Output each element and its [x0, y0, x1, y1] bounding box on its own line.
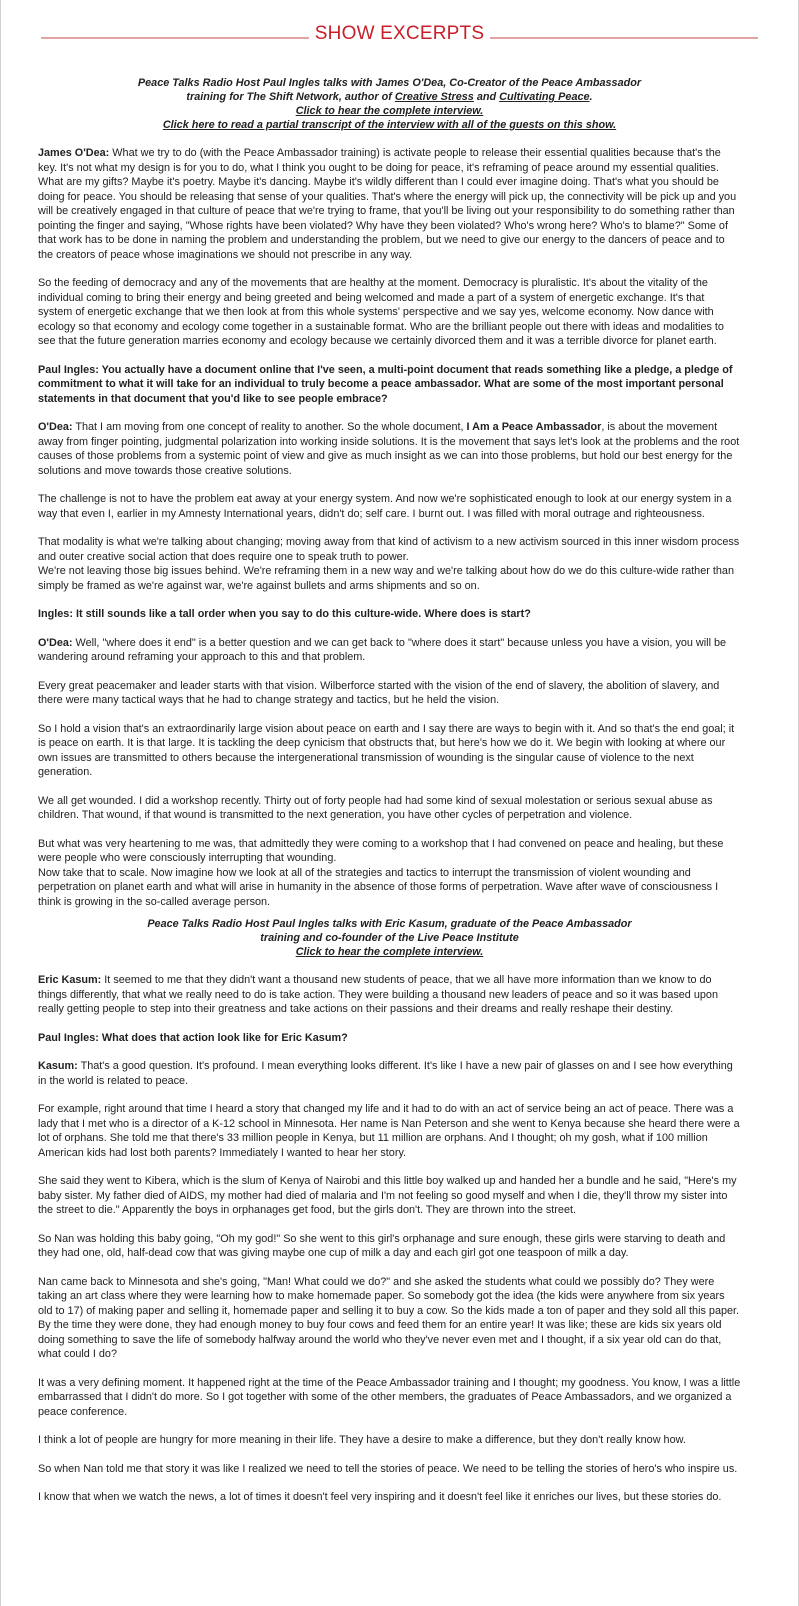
intro-line: training and co-founder of the Live Peace Institute	[260, 932, 519, 944]
hear-interview-link[interactable]: Click to hear the complete interview.	[295, 105, 484, 117]
paragraph-text: What we try to do (with the Peace Ambassador training) is activate people to release their essential qualities because that's the key. It's not what my design is for you to do, what I think you ought to be doing for peace, it's reframing of peace around my essential qualities. What are my gifts? Maybe it's poetry. Maybe it's dancing. Maybe it's wildly different than I could ever imagine doing. That's what you should be doing for peace. You should be releasing that sense of your qualities. That's where the energy will pick up, the connectivity will be pick up and you will be creatively engaged in that culture of peace that we're trying to frame, that you'll be living out your responsibility to do something rather than pointing the finger and saying, "Whose rights have been violated? Why have they been violated? Who's wrong here? Who's to blame?" Some of that work has to be done in naming the problem and understanding the problem, but we need to give our energy to the dancers of peace and to the creators of peace whose imaginations we should not prescribe in any way.	[38, 147, 737, 261]
paragraph-text: What does that action look like for Eric Kasum?	[98, 1031, 348, 1044]
paragraph	[38, 1059, 741, 1088]
section-title: SHOW EXCERPTS	[314, 23, 485, 44]
document-title: I Am a Peace Ambassador	[466, 421, 602, 433]
paragraph: So when Nan told me that story it was like I realized we need to tell the stories of peace. We need to be telling the stories of hero's who inspire us.	[38, 1462, 738, 1475]
header-rule-right	[490, 37, 758, 39]
paragraph	[38, 420, 741, 478]
hear-kasum-interview-link[interactable]: Click to hear the complete interview.	[295, 946, 484, 958]
speaker-name: James O'Dea:	[38, 147, 110, 159]
intro-text: .	[589, 91, 593, 103]
speaker-name: Kasum:	[38, 1060, 78, 1072]
header-rule-left	[41, 37, 309, 39]
interview-intro-odea	[38, 76, 741, 132]
paragraph-text: That I am moving from one concept of reality to another. So the whole document,	[72, 421, 467, 433]
paragraph: Every great peacemaker and leader starts with that vision. Wilberforce started with the vision of the end of slavery, the abolition of slavery, and there were many tactical ways that he had to change strategy and tactics, but he held the vision.	[38, 679, 720, 706]
creative-stress-link[interactable]: Creative Stress	[394, 91, 474, 103]
speaker-name: Ingles:	[38, 608, 73, 620]
paragraph: I think a lot of people are hungry for more meaning in their life. They have a desire to make a difference, but they don't really know how.	[38, 1434, 686, 1446]
intro-line	[38, 90, 741, 104]
read-transcript-link[interactable]: Click here to read a partial transcript of the interview with all of the guests on this show.	[162, 119, 617, 131]
paragraph: But what was very heartening to me was, that admittedly they were coming to a workshop that I had convened on peace and healing, but these were people who were consciously interrupting that wounding.	[38, 837, 724, 864]
paragraph-text: Well, "where does it end" is a better question and we can get back to "where does it start" because unless you have a vision, you will be wandering around reframing your approach to this and that problem.	[38, 636, 727, 663]
paragraph-text: That's a good question. It's profound. I mean everything looks different. It's like I have a new pair of glasses on and I see how everything in the world is related to peace.	[38, 1060, 733, 1087]
paragraph: The challenge is not to have the problem eat away at your energy system. And now we're sophisticated enough to look at our energy system in a way that even I, earlier in my Amnesty International years, didn't do; self care. I burnt out. I was filled with moral outrage and righteousness.	[38, 493, 732, 520]
speaker-name: Eric Kasum:	[38, 974, 102, 986]
paragraph	[38, 636, 741, 665]
paragraph: She said they went to Kibera, which is the slum of Kenya of Nairobi and this little boy walked up and handed her a bundle and he said, "Here's my baby sister. My father died of AIDS, my mother had died of malaria and I'm not feeling so good myself and when I die, they'll throw my sister into the street to die." Apparently the boys in orphanages get food, but the girls don't. They are thrown into the street.	[38, 1175, 737, 1216]
paragraph: We all get wounded. I did a workshop recently. Thirty out of forty people had had some kind of sexual molestation or serious sexual abuse as children. That wound, if that wound is transmitted to the next generation, you have other cycles of perpetration and violence.	[38, 794, 713, 821]
speaker-name: Paul Ingles:	[38, 363, 99, 376]
question-paragraph	[38, 607, 741, 622]
paragraph	[38, 973, 741, 1017]
paragraph-text: You actually have a document online that I've seen, a multi-point document that reads something like a pledge, a pledge of commitment to what it will take for an individual to truly become a peace ambassador. What are some of the most important personal statements in that document that you'd like to see people embrace?	[38, 363, 733, 405]
speaker-name: O'Dea:	[38, 421, 73, 433]
intro-line: Peace Talks Radio Host Paul Ingles talks with Eric Kasum, graduate of the Peace Ambassador	[147, 918, 632, 930]
paragraph	[38, 146, 741, 262]
intro-line: Peace Talks Radio Host Paul Ingles talks with James O'Dea, Co-Creator of the Peace Ambassador	[137, 77, 642, 89]
intro-text: and	[473, 91, 500, 103]
paragraph: So I hold a vision that's an extraordinarily large vision about peace on earth and I say there are ways to begin with it. And so that's the end goal; it is peace on earth. It is that large. It is tackling the deep cynicism that obstructs that, but here's how we do it. We begin with looking at where our own issues are transmitted to others because the intergenerational transmission of wounding is the singular cause of violence to the next generation.	[38, 722, 735, 778]
paragraph: Now take that to scale. Now imagine how we look at all of the strategies and tactics to interrupt the transmission of violent wounding and perpetration on planet earth and what will arise in humanity in the absence of those forms of perpetration. Wave after wave of consciousness I think is growing in the so-called average person.	[38, 866, 719, 908]
paragraph: That modality is what we're talking about changing; moving away from that kind of activism to a new activism sourced in this inner wisdom process and outer creative social action that does require one to speak truth to power.	[38, 536, 740, 563]
intro-text: training for The Shift Network, author of	[186, 91, 395, 103]
paragraph: So the feeding of democracy and any of the movements that are healthy at the moment. Democracy is pluralistic. It's about the vitality of the individual coming to bring their energy and being greeted and being welcomed and made a part of a system of energetic exchange. It's that system of energetic exchange that we then look at from this whole systems' perspective and we say yes, welcome economy. Now dance with ecology so that economy and ecology come together in a sustainable format. Who are the brilliant people out there with ideas and modalities to see that the future generation marries economy and ecology because we certainly divorced them and it was a terrible divorce for planet earth.	[38, 277, 724, 347]
article-body	[38, 76, 741, 1519]
paragraph-text: It seemed to me that they didn't want a thousand new students of peace, that we all have more information than we know to do things differently, that what we really need to do is take action. They were building a thousand new leaders of peace and so it was based upon really getting people to step into their greatness and take actions on their passions and their dreams and really reshape their destiny.	[38, 974, 718, 1015]
paragraph: We're not leaving those big issues behind. We're reframing them in a new way and we're talking about how do we do this culture-wide rather than simply be framed as we're against war, we're against bullets and arms shipments and so on.	[38, 565, 734, 592]
paragraph-text: , is about the movement away from finger pointing, judgmental polarization into working inside solutions. It is the movement that says let's look at the problems and the root causes of those problems from a systemic point of view and give as much insight as we can into those problems, but hold our best energy for the solutions and move towards those creative solutions.	[38, 421, 740, 477]
paragraph: I know that when we watch the news, a lot of times it doesn't feel very inspiring and it doesn't feel like it enriches our lives, but these stories do.	[38, 1491, 722, 1503]
paragraph: For example, right around that time I heard a story that changed my life and it had to do with an act of service being an act of peace. There was a lady that I met who is a director of a K-12 school in Minnesota. Her name is Nan Peterson and she went to Kenya because she heard there were a lot of orphans. She told me that there's 33 million people in Kenya, but 11 million are orphans. And I thought; oh my gosh, what if 100 million American kids had lost both parents? Immediately I wanted to hear her story.	[38, 1103, 740, 1159]
interview-intro-kasum	[38, 917, 741, 959]
section-header	[41, 22, 758, 46]
paragraph: Nan came back to Minnesota and she's going, "Man! What could we do?" and she asked the students what could we possibly do? They were taking an art class where they were learning how to make homemade paper. So somebody got the idea (the kids were anywhere from six years old to 17) of making paper and selling it, homemade paper and selling it to buy a cow. So the kids made a ton of paper and they sold all this paper. By the time they were done, they had enough money to buy four cows and feed them for an entire year! It was like; these are kids six years old doing something to save the life of somebody halfway around the world who they've never even met and I thought, if a six year old can do that, what could I do?	[38, 1275, 740, 1360]
paragraph: So Nan was holding this baby going, "Oh my god!" So she went to this girl's orphanage and sure enough, these girls were starving to death and they had one, old, half-dead cow that was giving maybe one cup of milk a day and each girl got one teaspoon of milk a day.	[38, 1232, 726, 1259]
paragraph-text: It still sounds like a tall order when you say to do this culture-wide. Where does is start?	[72, 608, 531, 620]
question-paragraph	[38, 363, 741, 407]
speaker-name: O'Dea:	[38, 636, 73, 649]
speaker-name: Paul Ingles:	[38, 1031, 99, 1044]
paragraph: It was a very defining moment. It happened right at the time of the Peace Ambassador training and I thought; my goodness. You know, I was a little embarrassed that I didn't do more. So I got together with some of the other members, the graduates of Peace Ambassadors, and we organized a peace conference.	[38, 1376, 741, 1418]
cultivating-peace-link[interactable]: Cultivating Peace	[499, 91, 590, 103]
question-paragraph	[38, 1031, 741, 1046]
